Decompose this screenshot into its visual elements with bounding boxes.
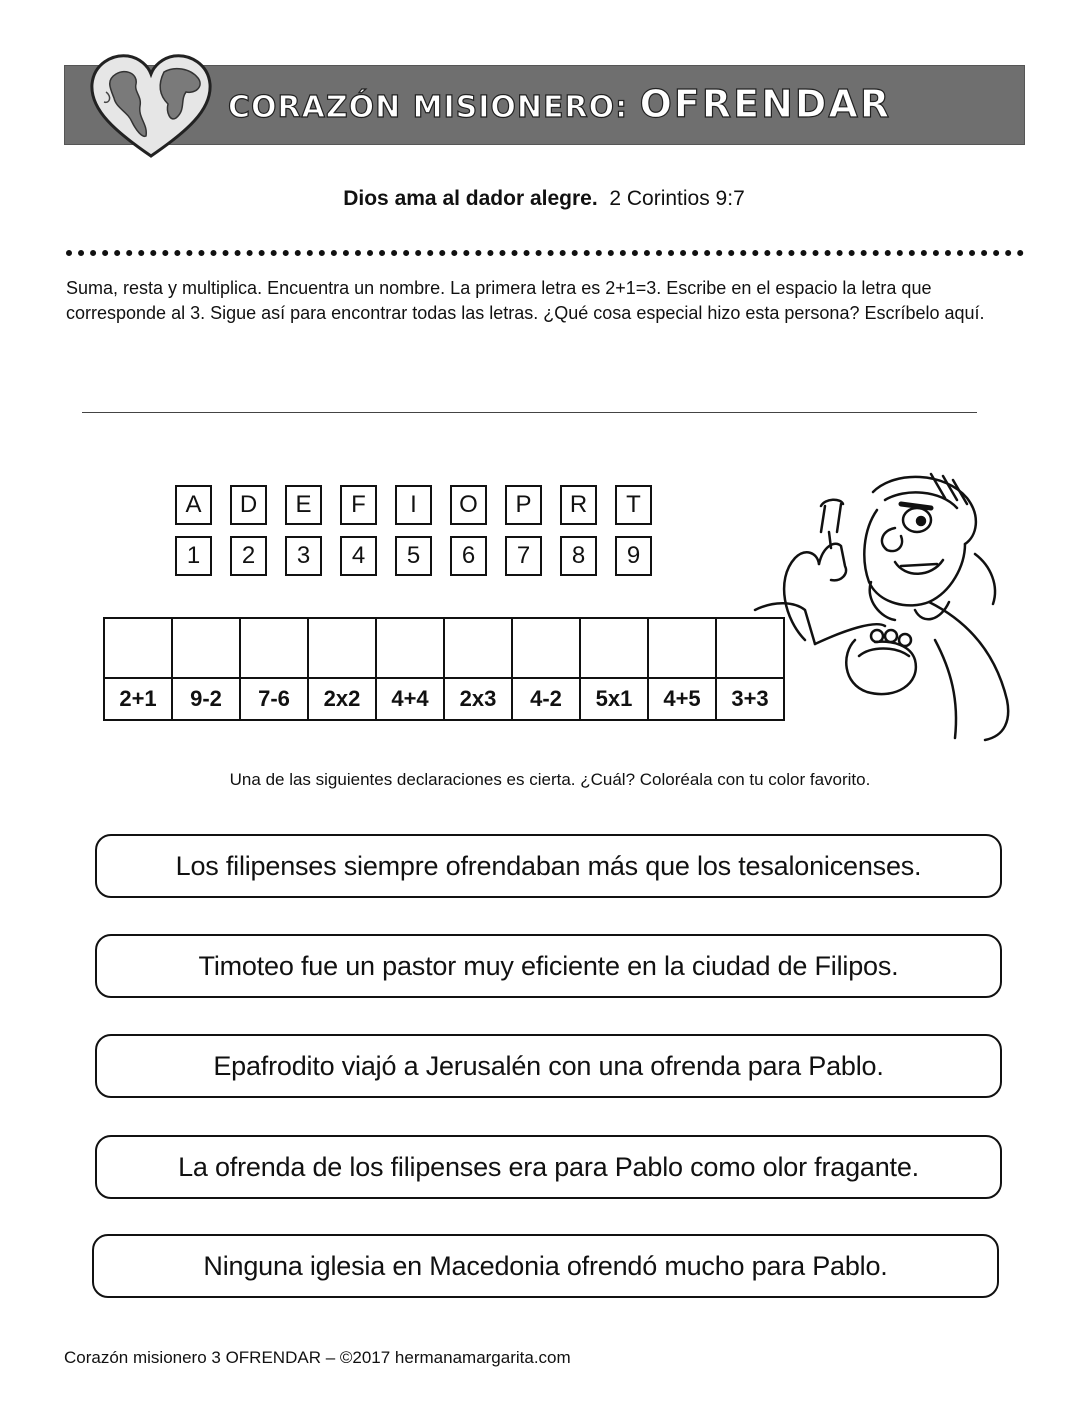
answer-cell[interactable] — [580, 618, 648, 678]
operation-cell: 2x2 — [308, 678, 376, 720]
key-letter: F — [340, 485, 377, 525]
key-letter: E — [285, 485, 322, 525]
key-number: 7 — [505, 536, 542, 576]
verse-reference: 2 Corintios 9:7 — [609, 187, 745, 210]
operation-cell: 3+3 — [716, 678, 784, 720]
verse-text: Dios ama al dador alegre. — [343, 187, 598, 210]
answer-cell[interactable] — [512, 618, 580, 678]
answer-cell[interactable] — [648, 618, 716, 678]
heart-globe-icon — [86, 52, 216, 160]
operation-cell: 4+4 — [376, 678, 444, 720]
operation-cell: 7-6 — [240, 678, 308, 720]
answer-cell[interactable] — [104, 618, 172, 678]
key-letter: A — [175, 485, 212, 525]
dotted-divider — [66, 250, 1024, 256]
operation-cell: 4-2 — [512, 678, 580, 720]
key-letter: T — [615, 485, 652, 525]
answer-cell[interactable] — [376, 618, 444, 678]
operation-cell: 2+1 — [104, 678, 172, 720]
statement-box[interactable]: Los filipenses siempre ofrendaban más que los tesalonicenses. — [95, 834, 1002, 898]
key-letter: R — [560, 485, 597, 525]
key-letter: P — [505, 485, 542, 525]
operation-cell: 5x1 — [580, 678, 648, 720]
memory-verse — [0, 187, 1088, 211]
key-number: 2 — [230, 536, 267, 576]
key-letter: I — [395, 485, 432, 525]
key-number: 6 — [450, 536, 487, 576]
answer-cell[interactable] — [172, 618, 240, 678]
key-number: 1 — [175, 536, 212, 576]
key-letter: D — [230, 485, 267, 525]
key-number: 4 — [340, 536, 377, 576]
key-number: 9 — [615, 536, 652, 576]
statement-box[interactable]: Ninguna iglesia en Macedonia ofrendó mucho para Pablo. — [92, 1234, 999, 1298]
answer-cell[interactable] — [240, 618, 308, 678]
operation-cell: 4+5 — [648, 678, 716, 720]
answer-cell[interactable] — [308, 618, 376, 678]
page-title-series: CORAZÓN MISIONERO: — [228, 90, 629, 125]
statement-box[interactable]: Epafrodito viajó a Jerusalén con una ofrenda para Pablo. — [95, 1034, 1002, 1098]
page-title — [228, 82, 891, 126]
statement-box[interactable]: La ofrenda de los filipenses era para Pablo como olor fragante. — [95, 1135, 1002, 1199]
answer-line[interactable] — [82, 412, 977, 413]
footer-credit: Corazón misionero 3 OFRENDAR – ©2017 hermanamargarita.com — [64, 1348, 571, 1367]
instructions-text: Suma, resta y multiplica. Encuentra un nombre. La primera letra es 2+1=3. Escribe en el espacio la letra que corresponde al 3. Sigue así para encontrar todas las letras. ¿Qué cosa especial hizo esta persona? Escríbelo aquí. — [66, 278, 985, 323]
page-title-topic: OFRENDAR — [639, 82, 892, 126]
answer-cell[interactable] — [444, 618, 512, 678]
key-number: 8 — [560, 536, 597, 576]
operation-row — [104, 678, 784, 720]
operation-cell: 9-2 — [172, 678, 240, 720]
statements-prompt: Una de las siguientes declaraciones es cierta. ¿Cuál? Coloréala con tu color favorito. — [229, 770, 871, 789]
key-number: 5 — [395, 536, 432, 576]
answer-row — [104, 618, 784, 678]
puzzle-grid — [103, 617, 785, 721]
key-letter: O — [450, 485, 487, 525]
statement-box[interactable]: Timoteo fue un pastor muy eficiente en la ciudad de Filipos. — [95, 934, 1002, 998]
operation-cell: 2x3 — [444, 678, 512, 720]
cartoon-man-illustration — [745, 470, 1025, 742]
key-number: 3 — [285, 536, 322, 576]
